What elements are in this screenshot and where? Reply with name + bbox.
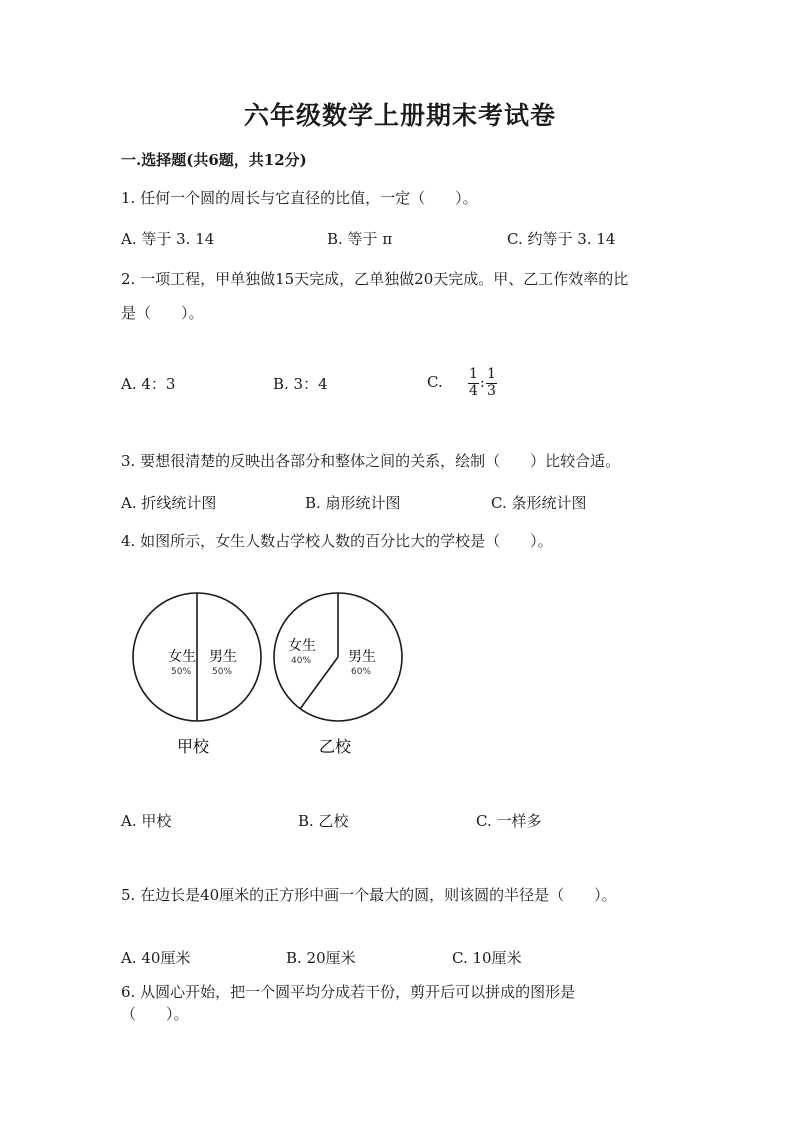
q4-option-a: A. 甲校 xyxy=(121,812,172,830)
school-b-girls-label: 女生 xyxy=(288,638,316,654)
school-a-name: 甲校 xyxy=(177,737,210,756)
q1-option-c: C. 约等于 3. 14 xyxy=(507,230,616,248)
ratio-colon: : xyxy=(480,375,485,391)
pie-charts-figure xyxy=(130,590,420,770)
section-heading: 一.选择题(共6题，共12分) xyxy=(121,151,307,169)
q1-option-b: B. 等于 π xyxy=(327,230,393,248)
q5-option-b: B. 20厘米 xyxy=(286,949,356,967)
question-2-line-1: 2. 一项工程，甲单独做15天完成，乙单独做20天完成。甲、乙工作效率的比 xyxy=(121,270,629,288)
school-a-girls-pct: 50% xyxy=(171,667,192,677)
question-3: 3. 要想很清楚的反映出各部分和整体之间的关系，绘制（ ）比较合适。 xyxy=(121,452,621,470)
page-title: 六年级数学上册期末考试卷 xyxy=(243,101,556,130)
q2-option-a: A. 4：3 xyxy=(121,375,176,393)
question-5: 5. 在边长是40厘米的正方形中画一个最大的圆，则该圆的半径是（ ）。 xyxy=(121,886,617,904)
question-6-line-1: 6. 从圆心开始，把一个圆平均分成若干份，剪开后可以拼成的图形是 xyxy=(121,983,576,1001)
fraction-1-denominator: 4 xyxy=(469,383,478,399)
school-a-girls-label: 女生 xyxy=(168,649,196,665)
school-a-boys-label: 男生 xyxy=(209,649,237,665)
school-b-girls-pct: 40% xyxy=(291,656,312,666)
q2-option-c: C. xyxy=(427,373,443,391)
fraction-2-denominator: 3 xyxy=(487,383,496,399)
school-a-boys-pct: 50% xyxy=(212,667,233,677)
q2-option-b: B. 3：4 xyxy=(273,375,328,393)
fraction-1-numerator: 1 xyxy=(469,366,478,382)
q3-option-b: B. 扇形统计图 xyxy=(305,494,401,512)
fraction-2-numerator: 1 xyxy=(487,366,496,382)
school-b-boys-label: 男生 xyxy=(348,649,376,665)
question-4: 4. 如图所示，女生人数占学校人数的百分比大的学校是（ ）。 xyxy=(121,532,553,550)
q3-option-c: C. 条形统计图 xyxy=(491,494,587,512)
question-2-line-2: 是（ ）。 xyxy=(121,304,204,322)
q2-option-c-fraction-ratio xyxy=(468,366,500,402)
school-b-name: 乙校 xyxy=(319,737,352,756)
question-6-line-2: （ ）。 xyxy=(121,1005,189,1023)
school-a-pie xyxy=(133,593,261,756)
q4-option-c: C. 一样多 xyxy=(476,812,542,830)
question-1: 1. 任何一个圆的周长与它直径的比值，一定（ ）。 xyxy=(121,189,478,207)
school-b-pie xyxy=(274,593,402,756)
q5-option-a: A. 40厘米 xyxy=(121,949,191,967)
q4-option-b: B. 乙校 xyxy=(298,812,349,830)
q5-option-c: C. 10厘米 xyxy=(452,949,522,967)
q1-option-a: A. 等于 3. 14 xyxy=(121,230,215,248)
school-b-boys-pct: 60% xyxy=(351,667,372,677)
q3-option-a: A. 折线统计图 xyxy=(121,494,217,512)
